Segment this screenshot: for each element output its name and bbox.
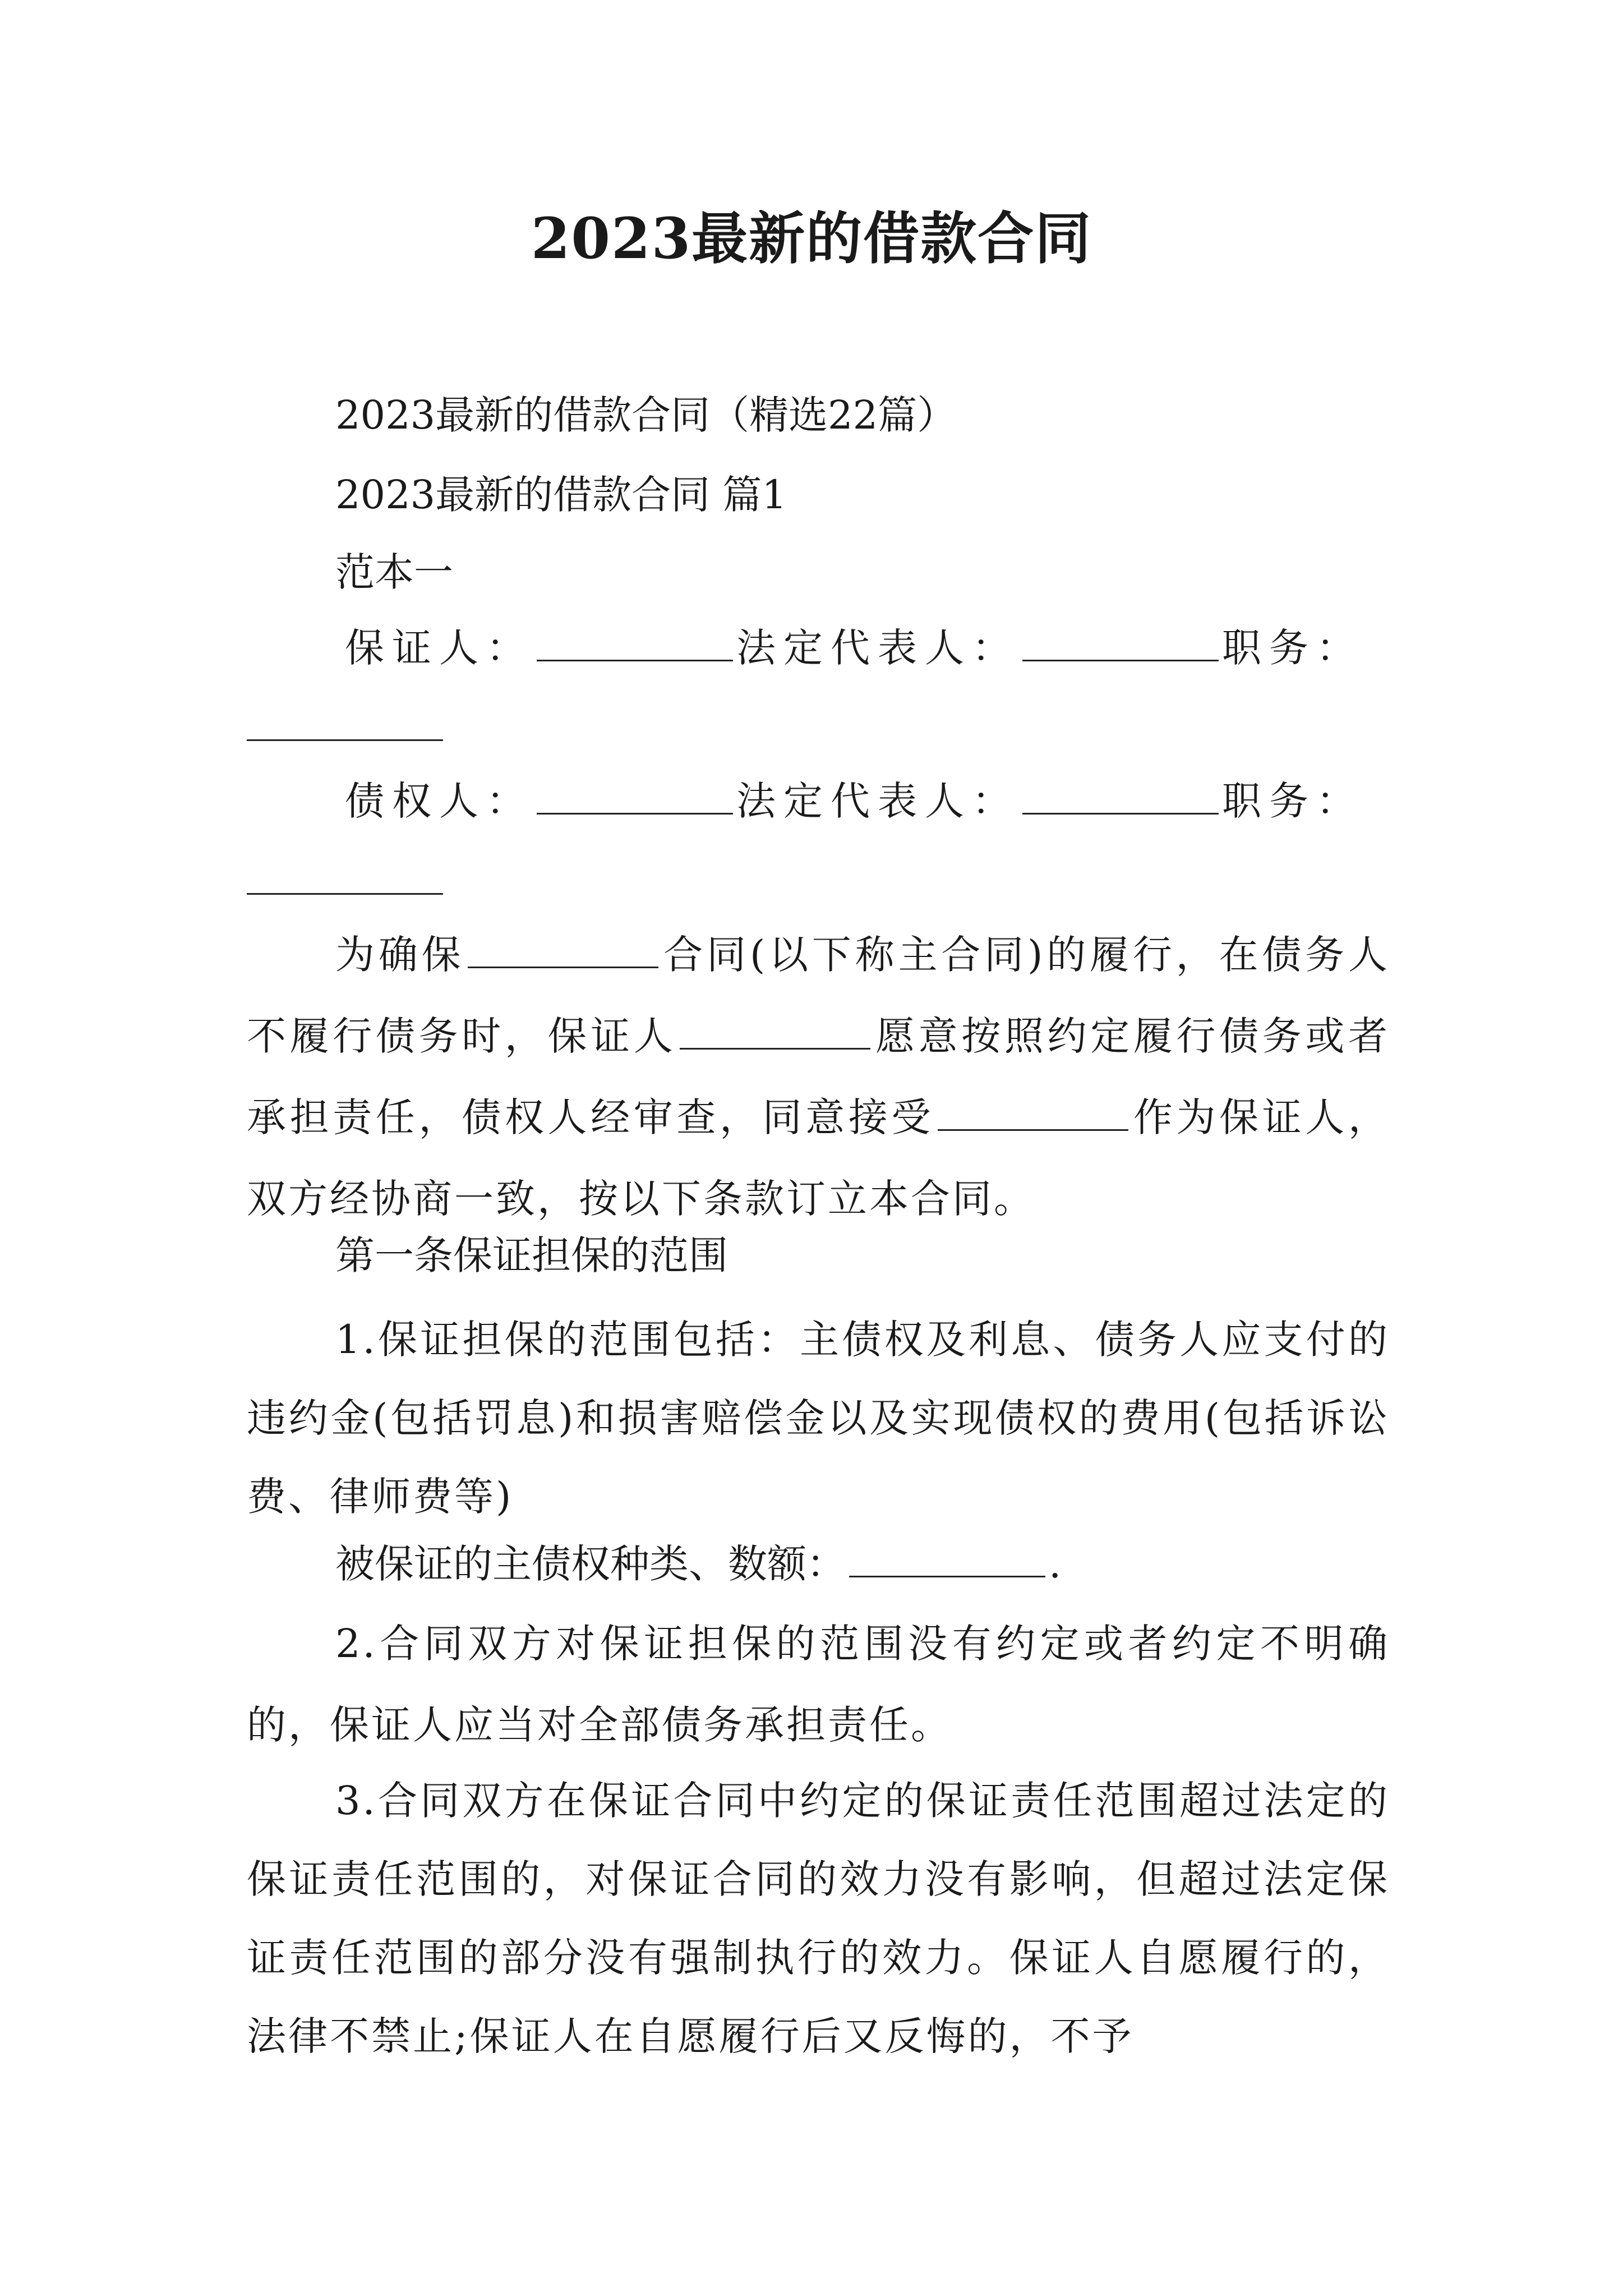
- intro-part-1: 为确保: [335, 932, 465, 978]
- creditor-title-blank: [247, 893, 443, 895]
- secured-claim-label: 被保证的主债权种类、数额：: [335, 1541, 846, 1587]
- guarantor-blank: [680, 1047, 870, 1050]
- intro-paragraph: [247, 914, 1390, 1240]
- secured-claim-end: .: [1049, 1541, 1062, 1587]
- document-subtitle: 2023最新的借款合同（精选22篇）: [335, 392, 957, 438]
- creditor-title-label: 职务：: [1222, 778, 1363, 824]
- clause-1: 1.保证担保的范围包括：主债权及利息、债务人应支付的违约金(包括罚息)和损害赔偿金以及实现债权的费用(包括诉讼费、律师费等): [247, 1317, 1390, 1520]
- creditor-name-blank: [537, 812, 733, 815]
- secured-claim-blank: [849, 1575, 1045, 1577]
- intro-part-4: 作为保证人，双方经协商一致，按以下条款订立本合同。: [247, 1094, 1390, 1222]
- creditor-label: 债权人：: [345, 778, 533, 824]
- guarantor-line: [345, 620, 1363, 676]
- clause-2: 2.合同双方对保证担保的范围没有约定或者约定不明确的，保证人应当对全部债务承担责任。: [247, 1621, 1390, 1748]
- guarantor-title-label: 职务：: [1222, 625, 1363, 671]
- creditor-rep-label: 法定代表人：: [736, 778, 1019, 824]
- article-1-heading: 第一条保证担保的范围: [335, 1232, 728, 1278]
- guarantor-title-blank: [247, 739, 443, 741]
- template-label: 范本一: [335, 549, 453, 595]
- guarantor-rep-label: 法定代表人：: [736, 625, 1019, 671]
- intro-part-3: 愿意按照约定履行债务或者承担责任，债权人经审查，同意接受: [247, 1013, 1390, 1140]
- guarantor-label: 保证人：: [345, 625, 533, 671]
- clause-3: 3.合同双方在保证合同中约定的保证责任范围超过法定的保证责任范围的，对保证合同的效力没有影响，但超过法定保证责任范围的部分没有强制执行的效力。保证人自愿履行的，法律不禁止;保证人在自愿履行后又反悔的，不予: [247, 1778, 1390, 2059]
- guarantor-rep-blank: [1022, 659, 1219, 661]
- main-contract-blank: [468, 966, 658, 968]
- intro-part-2: 合同(以下称主合同)的履行，在债务人不履行债务时，保证人: [247, 932, 1390, 1059]
- secured-claim-line: [335, 1536, 1061, 1592]
- creditor-rep-blank: [1022, 812, 1219, 815]
- guarantor-name-blank: [537, 659, 733, 661]
- accepted-guarantor-blank: [938, 1129, 1128, 1131]
- chapter-heading: 2023最新的借款合同 篇1: [335, 472, 787, 518]
- document-title: 2023最新的借款合同: [531, 205, 1092, 272]
- creditor-line: [345, 773, 1363, 829]
